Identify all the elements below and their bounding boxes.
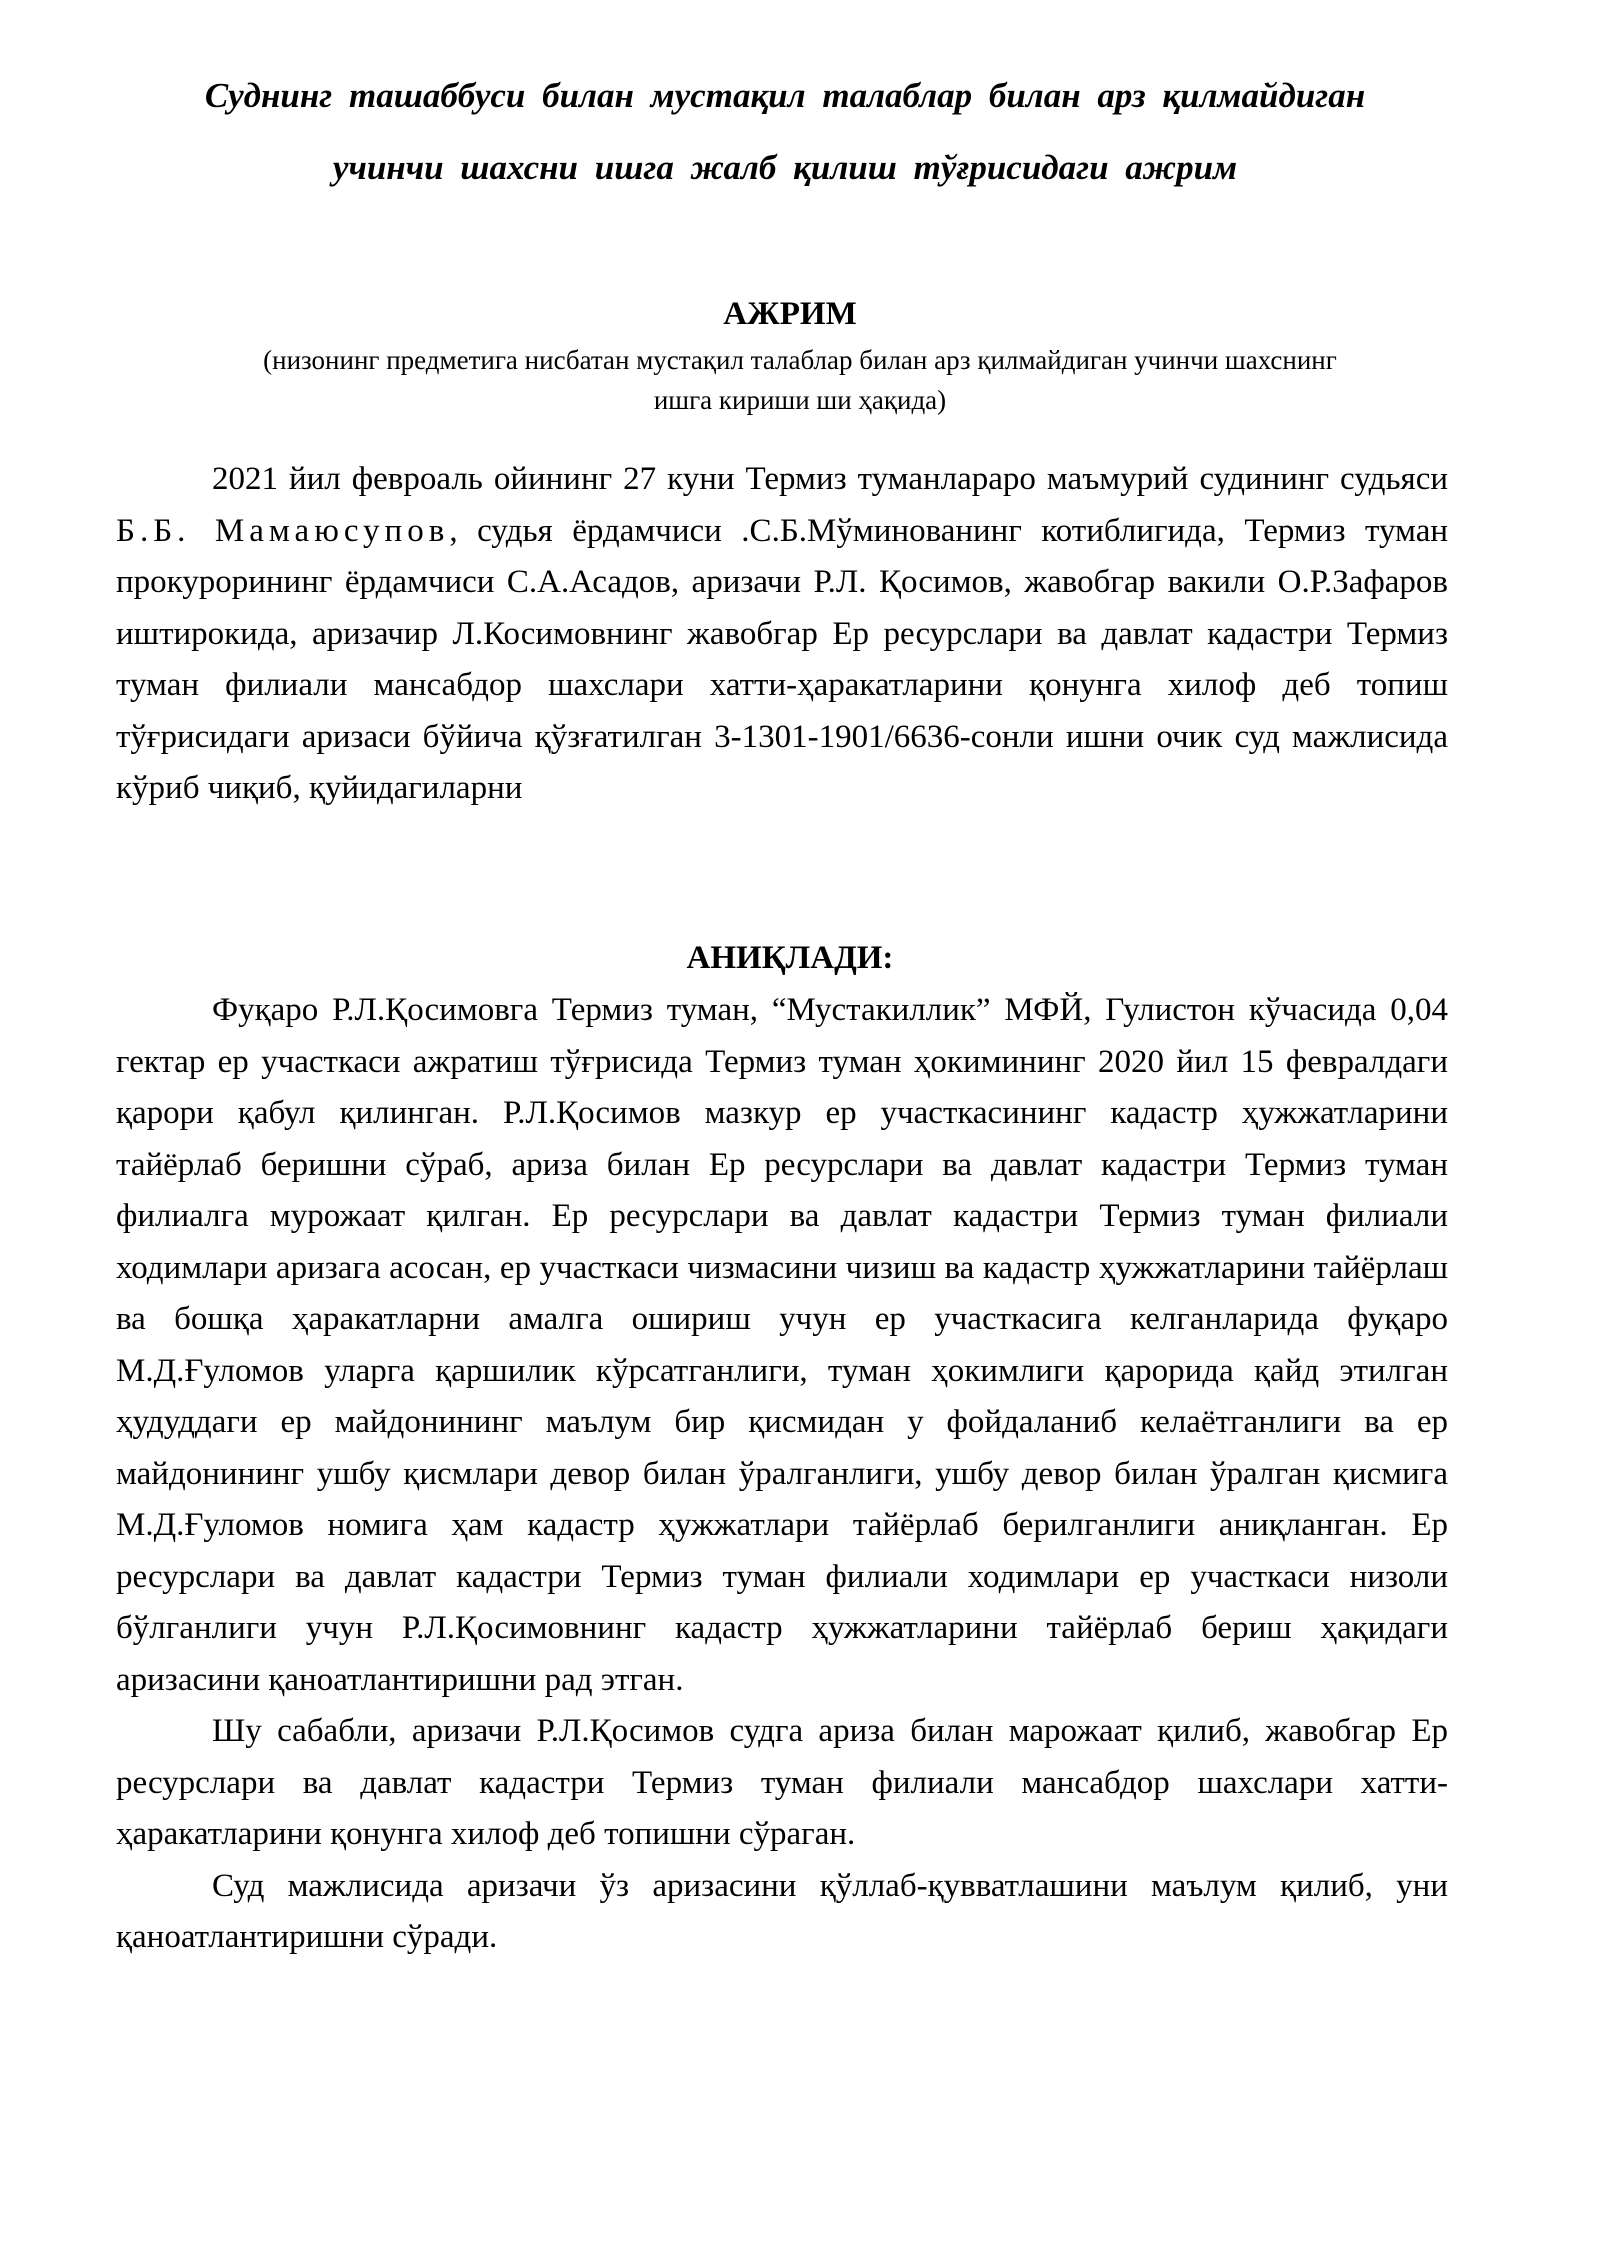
findings-body	[116, 985, 1448, 1964]
intro-text	[116, 454, 1448, 815]
intro-paragraph	[116, 454, 1448, 815]
findings-paragraph-1: Фуқаро Р.Л.Қосимовга Термиз туман, “Мустакиллик” МФЙ, Гулистон кўчасида 0,04 гектар ер участкаси ажратиш тўғрисида Термиз туман ҳокимининг 2020 йил 15 февралдаги қарори қабул қилинган. Р.Л.Қосимов мазкур ер участкасининг кадастр ҳужжатларини тайёрлаб беришни сўраб, ариза билан Ер ресурслари ва давлат кадастри Термиз туман филиалга мурожаат қилган. Ер ресурслари ва давлат кадастри Термиз туман филиали ходимлари аризага асосан, ер участкаси чизмасини чизиш ва кадастр ҳужжатларини тайёрлаш ва бошқа ҳаракатларни амалга ошириш учун ер участкасига келганларида фуқаро М.Д.Ғуломов уларга қаршилик кўрсатганлиги, туман ҳокимлиги қарорида қайд этилган ҳудуддаги ер майдонининг маълум бир қисмидан у фойдаланиб келаётганлиги ва ер майдонининг ушбу қисмлари девор билан ўралганлиги, ушбу девор билан ўралган қисмига М.Д.Ғуломов номига ҳам кадастр ҳужжатлари тайёрлаб берилганлиги аниқланган. Ер ресурслари ва давлат кадастри Термиз туман филиали ходимлари ер участкаси низоли бўлганлиги учун Р.Л.Қосимовнинг кадастр ҳужжатларини тайёрлаб бериш ҳақидаги аризасини қаноатлантиришни рад этган.	[116, 992, 1448, 1698]
findings-paragraph-2: Шу сабабли, аризачи Р.Л.Қосимов судга ариза билан марожаат қилиб, жавобгар Ер ресурслари ва давлат кадастри Термиз туман филиали мансабдор шахслари хатти-ҳаракатларини қонунга хилоф деб топишни сўраган.	[116, 1713, 1448, 1852]
decision-subheading	[100, 340, 1500, 420]
intro-part-1: 2021 йил феврoаль ойининг 27 куни Термиз туманлараро маъмурий судининг судьяси	[212, 461, 1448, 497]
subheading-line-2: ишга кириши ши ҳақида)	[653, 385, 947, 415]
subheading-line-1: (низонинг предметига нисбатан мустақил талаблар билан арз қилмайдиган учинчи шахснинг	[263, 345, 1337, 375]
intro-part-2: , судья ёрдамчиси .С.Б.Мўминованинг котиблигида, Термиз туман прокурорининг ёрдамчиси С.А.Асадов, аризачи Р.Л. Қосимов, жавобгар вакили О.Р.Зафаров иштирокида, аризачир Л.Косимовнинг жавобгар Ер ресурслари ва давлат кадастри Термиз туман филиали мансабдор шахслари хатти-ҳаракатларини қонунга хилоф деб топиш тўғрисидаги аризаси бўйича қўзғатилган 3-1301-1901/6636-сонли ишни очик суд мажлисида кўриб чиқиб, қуйидагиларни	[116, 512, 1448, 806]
document-title-line-1: Суднинг ташаббуси билан мустақил талаблар билан арз қилмайдиган	[204, 76, 1366, 115]
document-title-line-2: учинчи шахсни ишга жалб қилиш тўғрисидаги ажрим	[332, 148, 1238, 187]
decision-heading: АЖРИМ	[723, 296, 857, 332]
section-heading-established: АНИҚЛАДИ:	[686, 940, 894, 976]
findings-paragraph-3: Суд мажлисида аризачи ўз аризасини қўллаб-қувватлашини маълум қилиб, уни қаноатлантиришни сўради.	[116, 1867, 1448, 1955]
judge-name: Б.Б. Мамаюсупов	[116, 512, 450, 549]
